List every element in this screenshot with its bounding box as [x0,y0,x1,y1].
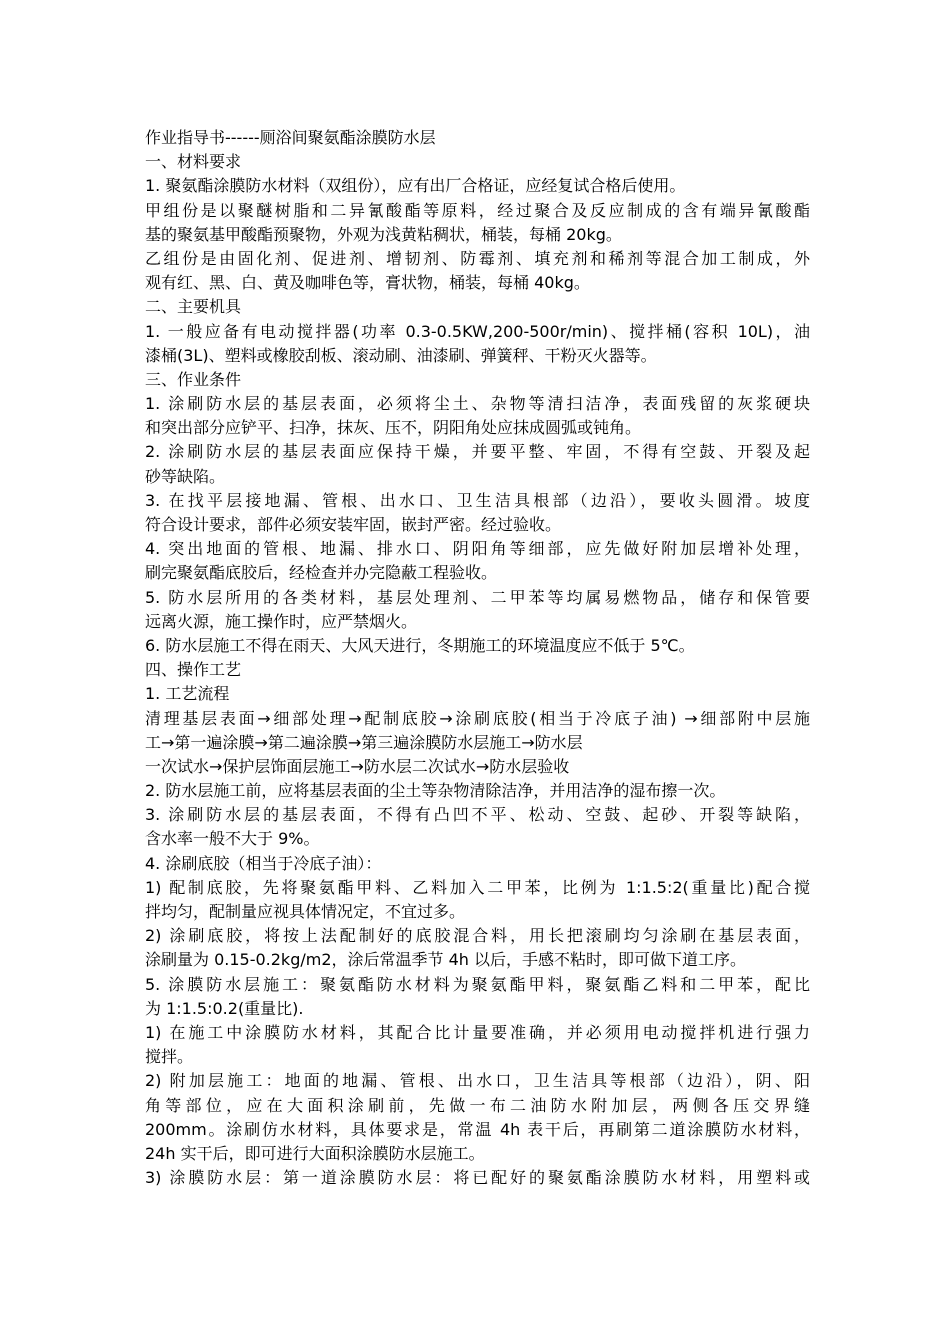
text-line: 为 1:1.5:0.2(重量比). [145,998,304,1018]
document-body [145,126,810,1190]
text-line: 3. 在找平层接地漏、管根、出水口、卫生洁具根部（边沿），要收头圆滑。坡度 [145,490,810,510]
text-line: 四、操作工艺 [145,660,242,680]
text-line: 24h 实干后，即可进行大面积涂膜防水层施工。 [145,1143,485,1163]
text-line: 含水率一般不大于 9%。 [145,829,320,849]
text-line: 清理基层表面→细部处理→配制底胶→涂刷底胶(相当于冷底子油) →细部附中层施 [145,708,810,728]
document-title: 作业指导书------厕浴间聚氨酯涂膜防水层 [145,128,436,147]
text-line: 1. 聚氨酯涂膜防水材料（双组份），应有出厂合格证，应经复试合格后使用。 [145,176,686,196]
text-line: 刷完聚氨酯底胶后，经检查并办完隐蔽工程验收。 [145,563,498,583]
text-line: 1. 一般应备有电动搅拌器(功率 0.3-0.5KW,200-500r/min)、搅拌桶(容积 10L)，油 [145,321,810,341]
text-line: 符合设计要求，部件必须安装牢固，嵌封严密。经过验收。 [145,515,562,534]
text-line: 三、作业条件 [145,369,242,389]
text-line: 角等部位，应在大面积涂刷前，先做一布二油防水附加层，两侧各压交界缝 [145,1095,810,1115]
text-line: 6. 防水层施工不得在雨天、大风天进行，冬期施工的环境温度应不低于 5℃。 [145,635,695,655]
text-line: 甲组份是以聚醚树脂和二异氰酸酯等原料，经过聚合及反应制成的含有端异氰酸酯 [145,200,810,220]
text-line: 砂等缺陷。 [145,466,226,486]
text-line: 3) 涂膜防水层：第一道涂膜防水层：将已配好的聚氨酯涂膜防水材料，用塑料或 [145,1168,810,1188]
text-line: 远离火源，施工操作时，应严禁烟火。 [145,611,418,631]
text-line: 漆桶(3L)、塑料或橡胶刮板、滚动刷、油漆刷、弹簧秤、干粉灭火器等。 [145,345,657,365]
text-line: 1) 在施工中涂膜防水材料，其配合比计量要准确，并必须用电动搅拌机进行强力 [145,1022,810,1042]
text-line: 200mm。涂刷仿水材料，具体要求是，常温 4h 表干后，再刷第二道涂膜防水材料， [145,1119,810,1139]
text-line: 涂刷量为 0.15-0.2kg/m2，涂后常温季节 4h 以后，手感不粘时，即可做下道工序。 [145,950,747,970]
text-line: 2) 涂刷底胶，将按上法配制好的底胶混合料，用长把滚刷均匀涂刷在基层表面， [145,926,810,946]
text-line: 1. 涂刷防水层的基层表面，必须将尘土、杂物等清扫洁净，表面残留的灰浆硬块 [145,394,810,414]
text-line: 2. 防水层施工前，应将基层表面的尘土等杂物清除洁净，并用洁净的湿布擦一次。 [145,781,726,801]
text-line: 一次试水→保护层饰面层施工→防水层二次试水→防水层验收 [145,756,570,776]
text-line: 工→第一遍涂膜→第二遍涂膜→第三遍涂膜防水层施工→防水层 [145,732,583,752]
text-line: 1) 配制底胶，先将聚氨酯甲料、乙料加入二甲苯，比例为 1:1.5:2(重量比)配合搅 [145,877,810,897]
text-line: 1. 工艺流程 [145,684,230,704]
text-line: 2) 附加层施工：地面的地漏、管根、出水口，卫生洁具等根部（边沿），阴、阳 [145,1071,810,1091]
text-line: 和突出部分应铲平、扫净，抹灰、压不，阴阳角处应抹成圆弧或钝角。 [145,418,642,438]
text-line: 4. 涂刷底胶（相当于冷底子油）： [145,853,382,873]
text-line: 5. 防水层所用的各类材料，基层处理剂、二甲苯等均属易燃物品，储存和保管要 [145,587,810,607]
text-line: 二、主要机具 [145,297,242,317]
text-line: 乙组份是由固化剂、促进剂、增韧剂、防霉剂、填充剂和稀剂等混合加工制成，外 [145,248,810,268]
text-line: 2. 涂刷防水层的基层表面应保持干燥，并要平整、牢固，不得有空鼓、开裂及起 [145,442,810,462]
text-line: 4. 突出地面的管根、地漏、排水口、阴阳角等细部，应先做好附加层增补处理， [145,539,810,559]
text-line: 拌均匀，配制量应视具体情况定，不宜过多。 [145,902,466,921]
text-line: 一、材料要求 [145,152,242,172]
text-line: 3. 涂刷防水层的基层表面，不得有凸凹不平、松动、空鼓、起砂、开裂等缺陷， [145,805,810,825]
text-line: 5. 涂膜防水层施工：聚氨酯防水材料为聚氨酯甲料，聚氨酯乙料和二甲苯，配比 [145,974,810,994]
text-line: 观有红、黑、白、黄及咖啡色等，膏状物，桶装，每桶 40kg。 [145,273,590,293]
text-line: 搅拌。 [145,1047,194,1067]
text-line: 基的聚氨基甲酸酯预聚物，外观为浅黄粘稠状，桶装，每桶 20kg。 [145,224,622,244]
